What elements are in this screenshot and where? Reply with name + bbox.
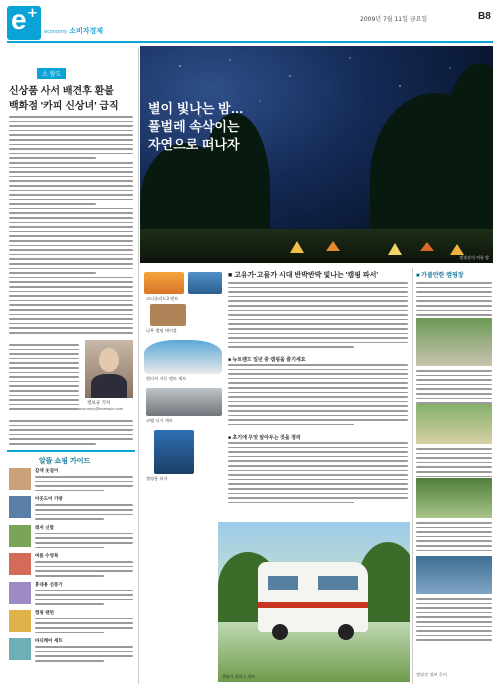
shopping-guide-item-label: 캠핑 랜턴 bbox=[35, 610, 54, 616]
sidebar-body-4 bbox=[416, 522, 492, 551]
main-article-sub2: ■ 초기에 무엇 알아두는 것을 정리 bbox=[228, 435, 301, 441]
shopping-guide-thumbnail bbox=[9, 638, 31, 660]
product-caption: 나무 캠핑 테이블 bbox=[146, 328, 177, 333]
shopping-guide-item-label: 아웃도어 가방 bbox=[35, 497, 63, 503]
shopping-guide-item-body bbox=[35, 476, 133, 491]
shopping-guide-box bbox=[7, 450, 135, 684]
columnist-name: 정보규 기자 bbox=[87, 401, 111, 406]
camper-window bbox=[268, 576, 298, 590]
columnist-photo bbox=[85, 340, 133, 398]
left-article-body-2 bbox=[9, 344, 79, 410]
hero-title-line-1: 별이 빛나는 밤… bbox=[148, 101, 244, 116]
left-headline-1: 신상품 사서 배견후 환불 bbox=[9, 86, 114, 97]
shopping-guide-thumbnail bbox=[9, 553, 31, 575]
main-article-body-2 bbox=[228, 364, 408, 425]
hero-photo-credit: 캠핑장의 여름 밤 bbox=[459, 255, 489, 260]
shopping-guide-item bbox=[9, 468, 133, 491]
shopping-guide-item-body bbox=[35, 504, 133, 519]
logo-letter-e: e bbox=[11, 4, 27, 35]
shopping-guide-item-body bbox=[35, 561, 133, 576]
shopping-guide-text bbox=[35, 638, 133, 661]
sidebar-body-2 bbox=[416, 370, 492, 404]
shopping-guide-title: 알뜰 쇼핑 가이드 bbox=[39, 458, 91, 465]
shopping-guide-text bbox=[35, 610, 133, 633]
camper-stripe bbox=[258, 602, 368, 608]
shopping-guide-item bbox=[9, 638, 133, 661]
hero-title-line-3: 자연으로 떠나자 bbox=[148, 137, 240, 152]
columnist-shoulders bbox=[91, 374, 127, 398]
shopping-guide-text bbox=[35, 582, 133, 605]
sidebar-photo-1 bbox=[416, 318, 492, 366]
tent-glow bbox=[420, 242, 434, 251]
sidebar-photo-2 bbox=[416, 404, 492, 444]
camper-window bbox=[318, 576, 358, 590]
tent-glow bbox=[290, 241, 304, 253]
shopping-guide-thumbnail bbox=[9, 582, 31, 604]
shopping-guide-thumbnail bbox=[9, 496, 31, 518]
shopping-guide-thumbnail bbox=[9, 610, 31, 632]
product-tent-photo bbox=[144, 272, 184, 294]
main-article-heading: ■ 고유가·고물가 시대 반박반박 빛나는 '캠핑 파서' bbox=[228, 272, 379, 279]
sidebar-photo-4 bbox=[416, 556, 492, 594]
shopping-guide-item-label: 여름 수영복 bbox=[35, 554, 59, 560]
product-caption: 캠핑용 의자 bbox=[146, 476, 168, 481]
shopping-guide-item bbox=[9, 496, 133, 519]
shopping-guide-item-label: 바디케어 세트 bbox=[35, 639, 63, 645]
product-caption: 코디솔리드3 텐트 bbox=[146, 296, 179, 301]
product-caption: 원터치 자동 텐트 세트 bbox=[146, 376, 187, 381]
tent-glow bbox=[326, 241, 340, 251]
sidebar-footer: 캠핑장 정보 문의 bbox=[416, 672, 447, 677]
shopping-guide-item bbox=[9, 582, 133, 605]
section-name bbox=[44, 26, 103, 36]
shopping-guide-item-body bbox=[35, 646, 133, 661]
sidebar-tag: ■ 가볼만한 캠핑장 bbox=[416, 273, 464, 279]
product-chair-photo bbox=[154, 430, 194, 474]
section-logo bbox=[7, 6, 41, 40]
camper-caption: 캠핑카 플러스 텐트 bbox=[222, 674, 256, 679]
product-cookware-photo bbox=[146, 388, 222, 416]
hero-title-line-2: 풀벌레 속삭이는 bbox=[148, 119, 240, 134]
columnist-email: economy@example.com bbox=[79, 407, 124, 411]
main-article-body bbox=[228, 282, 408, 348]
sidebar-divider bbox=[412, 268, 413, 684]
section-en: economy bbox=[44, 29, 67, 35]
left-headline-2: 백화점 '카피 신상녀' 급직 bbox=[9, 101, 119, 112]
shopping-guide-text bbox=[35, 553, 133, 576]
product-dome-photo bbox=[144, 340, 222, 374]
camper-photo bbox=[218, 522, 410, 682]
shopping-guide-item-label: 갈색 옷걸이 bbox=[35, 469, 59, 474]
product-caption: 코펠 식기 세트 bbox=[146, 418, 173, 423]
sidebar-body-1 bbox=[416, 282, 492, 320]
shopping-guide-item-label: 휴대용 선풍기 bbox=[35, 582, 63, 588]
shopping-guide-text bbox=[35, 468, 133, 491]
camper-van bbox=[258, 562, 368, 632]
column-divider bbox=[138, 48, 139, 684]
left-article-body bbox=[9, 116, 133, 334]
shopping-guide-item-body bbox=[35, 533, 133, 548]
product-column bbox=[140, 268, 226, 688]
camper-wheel bbox=[338, 624, 354, 640]
shopping-guide-item-body bbox=[35, 618, 133, 633]
shopping-guide-item-body bbox=[35, 590, 133, 605]
columnist-face bbox=[99, 348, 119, 372]
shopping-guide-item bbox=[9, 553, 133, 576]
shopping-guide-item-label: 레저 신발 bbox=[35, 525, 54, 531]
tent-glow bbox=[388, 243, 402, 255]
shopping-guide-thumbnail bbox=[9, 525, 31, 547]
sidebar-body-3 bbox=[416, 448, 492, 477]
issue-date: 2009년 7월 11일 금요일 bbox=[360, 16, 428, 23]
main-article-body-3 bbox=[228, 442, 408, 503]
sidebar-body-5 bbox=[416, 598, 492, 641]
logo-plus: + bbox=[27, 6, 38, 21]
campground-floor bbox=[140, 229, 493, 263]
header-rule bbox=[7, 41, 493, 43]
left-column bbox=[7, 48, 137, 684]
page-number: B8 bbox=[478, 11, 491, 22]
hero-photo bbox=[140, 46, 493, 263]
main-article-sub1: ■ 뉴트렌드 일년 중 캠핑을 즐기세요 bbox=[228, 357, 306, 363]
product-tent-photo-2 bbox=[188, 272, 222, 294]
shopping-guide-list bbox=[9, 468, 133, 662]
shopping-guide-thumbnail bbox=[9, 468, 31, 490]
left-article-body-3 bbox=[9, 420, 133, 445]
shopping-guide-text bbox=[35, 496, 133, 519]
shopping-guide-item bbox=[9, 610, 133, 633]
camper-wheel bbox=[272, 624, 288, 640]
section-kor: 소비자경제 bbox=[69, 27, 103, 35]
sidebar-photo-3 bbox=[416, 478, 492, 518]
shopping-guide-item bbox=[9, 525, 133, 548]
product-table-photo bbox=[150, 304, 186, 326]
tent-glow bbox=[450, 244, 464, 255]
shopping-guide-text bbox=[35, 525, 133, 548]
column-tag: 소 탐도 bbox=[37, 68, 66, 79]
